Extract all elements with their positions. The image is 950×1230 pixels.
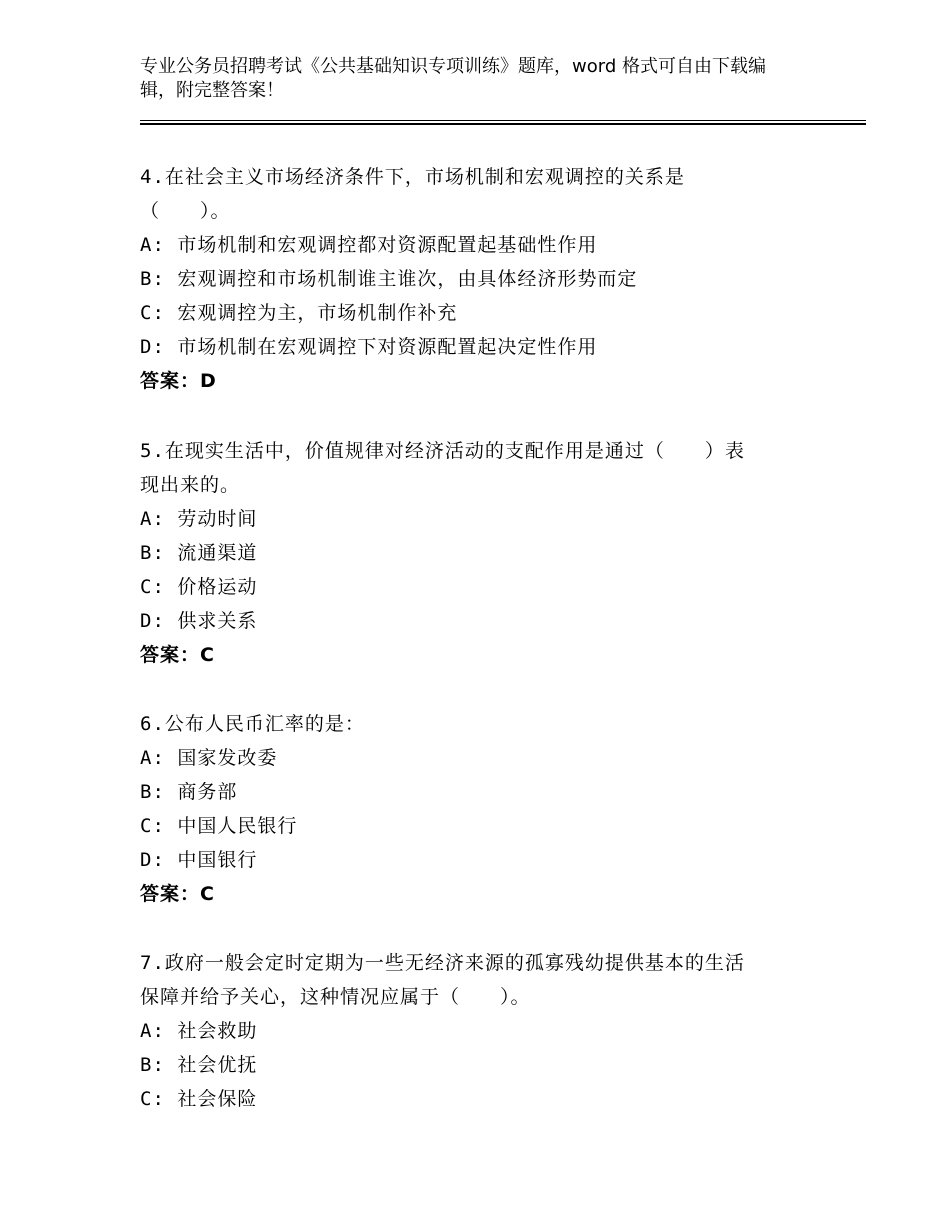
option-d: D: 供求关系 [140,610,258,632]
question-stem-continued: （ ）。 [140,200,231,222]
header-line-2: 辑，附完整答案！ [140,80,284,101]
option-b: B: 商务部 [140,781,238,803]
question-7 [140,946,820,1116]
answer-label: 答案：C [140,883,215,905]
question-stem: 6.公布人民币汇率的是： [140,713,365,735]
question-5 [140,434,820,672]
question-stem: 7.政府一般会定时定期为一些无经济来源的孤寡残幼提供基本的生活 [140,952,745,974]
option-c: C: 价格运动 [140,576,258,598]
answer-label: 答案：D [140,370,217,392]
option-b: B: 宏观调控和市场机制谁主谁次，由具体经济形势而定 [140,268,638,290]
answer-label: 答案：C [140,644,215,666]
option-a: A: 国家发改委 [140,747,278,769]
option-a: A: 市场机制和宏观调控都对资源配置起基础性作用 [140,234,598,256]
question-stem: 4.在社会主义市场经济条件下，市场机制和宏观调控的关系是 [140,166,685,188]
question-6 [140,707,820,911]
option-b: B: 流通渠道 [140,542,258,564]
option-a: A: 社会救助 [140,1020,258,1042]
option-c: C: 中国人民银行 [140,815,298,837]
question-stem: 5.在现实生活中，价值规律对经济活动的支配作用是通过（ ）表 [140,440,745,462]
header-divider-bottom [140,123,866,125]
document-header [140,55,800,103]
option-b: B: 社会优抚 [140,1054,258,1076]
option-d: D: 市场机制在宏观调控下对资源配置起决定性作用 [140,336,598,358]
header-line-1: 专业公务员招聘考试《公共基础知识专项训练》题库，word 格式可自由下载编 [140,56,766,77]
option-c: C: 社会保险 [140,1088,258,1110]
question-4 [140,160,820,398]
question-stem-continued: 保障并给予关心，这种情况应属于（ ）。 [140,986,531,1008]
option-d: D: 中国银行 [140,849,258,871]
option-a: A: 劳动时间 [140,508,258,530]
question-stem-continued: 现出来的。 [140,474,241,496]
header-divider-top [140,120,866,121]
option-c: C: 宏观调控为主，市场机制作补充 [140,302,458,324]
